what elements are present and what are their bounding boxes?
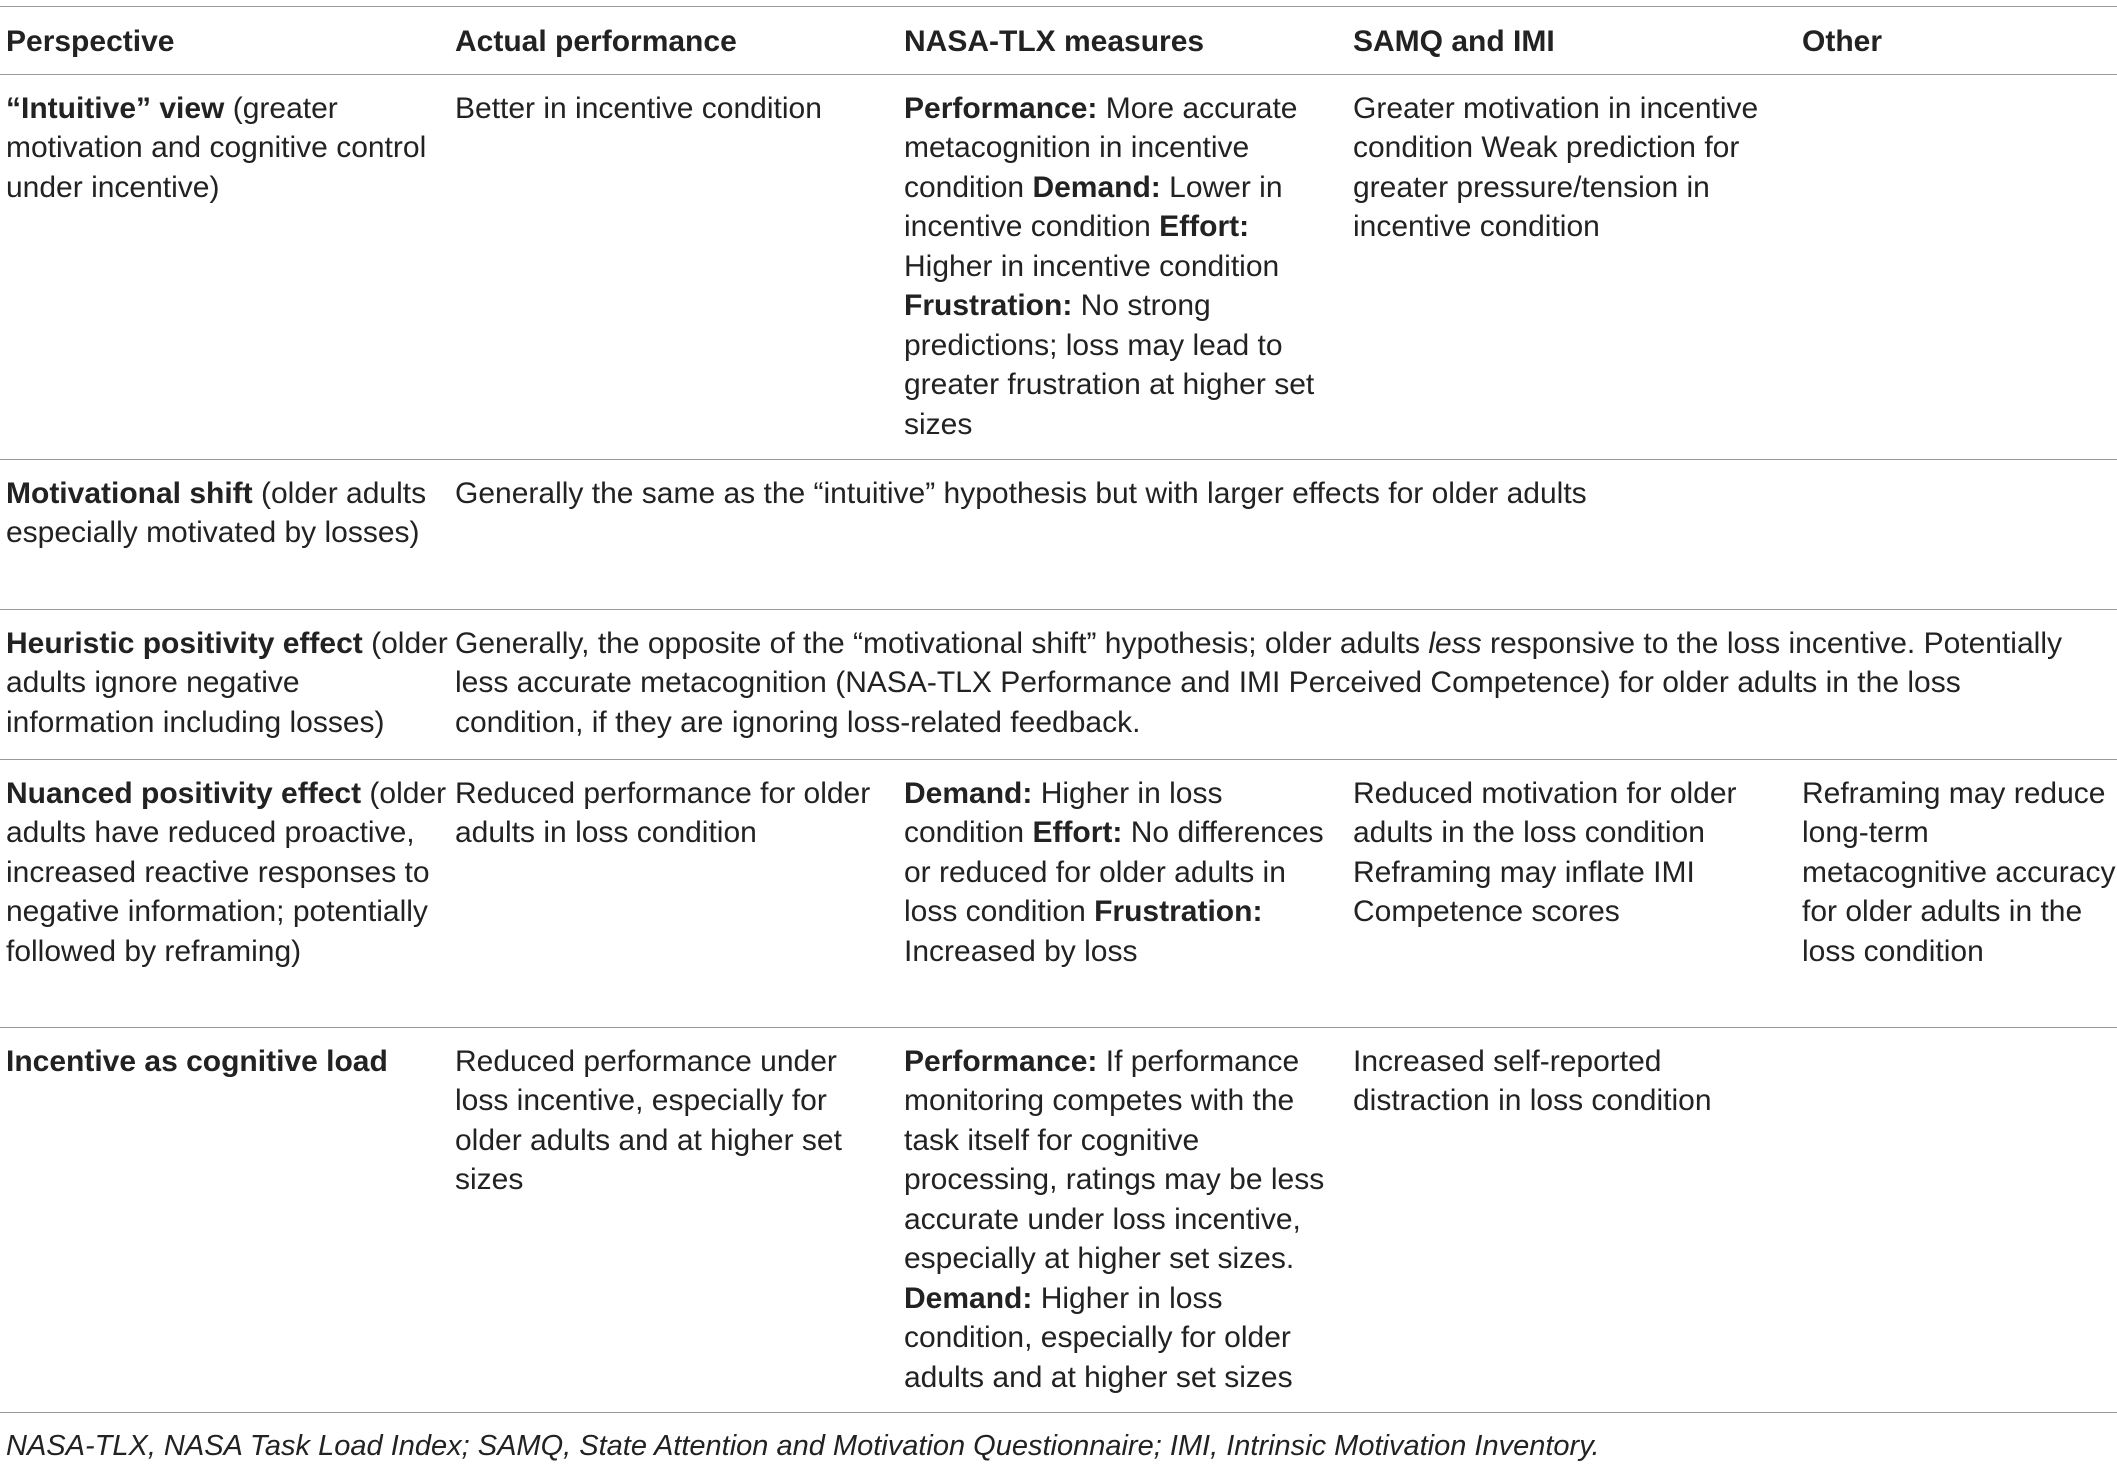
table-footnote: NASA-TLX, NASA Task Load Index; SAMQ, State Attention and Motivation Questionnaire; IMI, Intrinsic Motivation Inventory.	[6, 1430, 1600, 1462]
nasa-tlx-cell	[898, 759, 1347, 1027]
perspective-cell	[0, 1027, 449, 1412]
measure-text: Higher in incentive condition	[904, 249, 1280, 283]
measure-text: Higher in loss condition, especially for older adults and at higher set sizes	[904, 1281, 1293, 1394]
perspective-name: Heuristic positivity effect	[6, 626, 363, 660]
measure-text: Increased by loss	[904, 934, 1138, 968]
measure-label: Effort:	[1159, 210, 1250, 243]
header-perspective: Perspective	[0, 8, 449, 74]
measure-label: Demand:	[904, 1281, 1033, 1315]
measure-label: Effort:	[1032, 816, 1123, 849]
perspective-name: Nuanced positivity effect	[6, 776, 362, 810]
table-row	[0, 609, 2117, 759]
nasa-tlx-cell	[898, 1027, 1347, 1412]
table-row	[0, 459, 2117, 609]
perspective-description: (older adults ignore negative information including losses)	[6, 626, 448, 739]
samq-imi-cell: Greater motivation in incentive condition Weak prediction for greater pressure/tension in incentive condition	[1347, 74, 1796, 459]
measure-label: Frustration:	[1094, 895, 1263, 928]
top-rule	[0, 6, 2117, 7]
header-nasa-tlx: NASA-TLX measures	[898, 8, 1347, 74]
perspective-description: (older adults have reduced proactive, increased reactive responses to negative information; potentially followed by reframing)	[6, 776, 447, 968]
perspective-cell	[0, 459, 449, 609]
other-cell	[1796, 1027, 2117, 1412]
measure-text: No differences or reduced for older adults in loss condition	[904, 816, 1324, 928]
table-row	[0, 1027, 2117, 1412]
perspective-cell	[0, 759, 449, 1027]
perspective-name: Motivational shift	[6, 476, 253, 510]
measure-label: Performance:	[904, 91, 1098, 125]
hypotheses-table	[0, 8, 2117, 1413]
prediction-text: Generally, the opposite of the “motivational shift” hypothesis; older adults	[455, 626, 1429, 660]
perspective-name: “Intuitive” view	[6, 91, 225, 125]
actual-performance-cell: Reduced performance for older adults in loss condition	[449, 759, 898, 1027]
nasa-tlx-cell	[898, 74, 1347, 459]
measure-label: Demand:	[1032, 170, 1161, 204]
header-row	[0, 8, 2117, 74]
prediction-emphasis: less	[1428, 626, 1482, 660]
perspective-cell	[0, 74, 449, 459]
measure-label: Demand:	[904, 776, 1033, 810]
measure-label: Frustration:	[904, 289, 1073, 322]
table-row	[0, 759, 2117, 1027]
actual-performance-cell: Better in incentive condition	[449, 74, 898, 459]
measure-label: Performance:	[904, 1044, 1098, 1078]
perspective-cell	[0, 609, 449, 759]
table-row	[0, 74, 2117, 459]
measure-text: More accurate metacognition in incentive condition	[904, 91, 1298, 204]
measure-text: If performance monitoring competes with the task itself for cognitive processing, ratings may be less accurate under loss incentive, especially at higher set sizes.	[904, 1044, 1325, 1275]
other-cell: Reframing may reduce long-term metacognitive accuracy for older adults in the loss condition	[1796, 759, 2117, 1027]
perspective-name: Incentive as cognitive load	[6, 1044, 388, 1078]
header-samq-imi: SAMQ and IMI	[1347, 8, 1796, 74]
other-cell	[1796, 74, 2117, 459]
measure-text: Lower in incentive condition	[904, 170, 1283, 243]
header-other: Other	[1796, 8, 2117, 74]
samq-imi-cell: Increased self-reported distraction in loss condition	[1347, 1027, 1796, 1412]
header-actual-performance: Actual performance	[449, 8, 898, 74]
perspective-description: (older adults especially motivated by losses)	[6, 476, 427, 549]
samq-imi-cell: Reduced motivation for older adults in the loss condition Reframing may inflate IMI Competence scores	[1347, 759, 1796, 1027]
perspective-description: (greater motivation and cognitive control under incentive)	[6, 91, 427, 204]
measure-text: No strong predictions; loss may lead to greater frustration at higher set sizes	[904, 289, 1315, 441]
actual-performance-cell: Reduced performance under loss incentive, especially for older adults and at higher set sizes	[449, 1027, 898, 1412]
spanning-prediction-cell: Generally the same as the “intuitive” hypothesis but with larger effects for older adults	[449, 459, 2117, 609]
prediction-text: responsive to the loss incentive. Potentially less accurate metacognition (NASA-TLX Performance and IMI Perceived Competence) for older adults in the loss condition, if they are ignoring loss-related feedback.	[455, 626, 2062, 739]
measure-text: Higher in loss condition	[904, 776, 1223, 849]
spanning-prediction-cell	[449, 609, 2117, 759]
